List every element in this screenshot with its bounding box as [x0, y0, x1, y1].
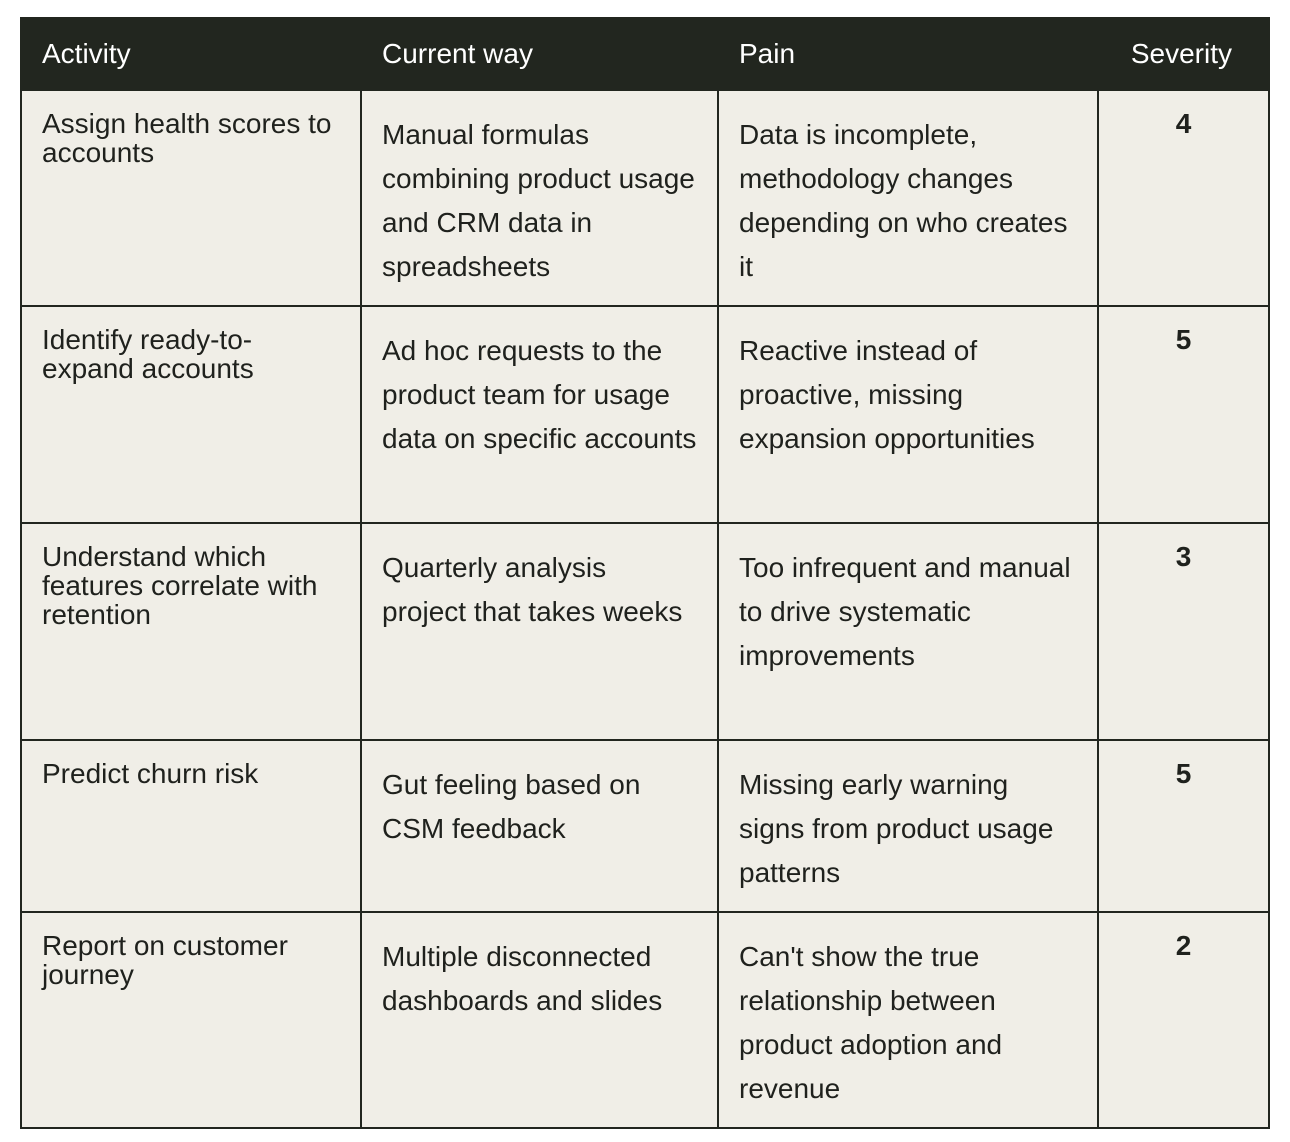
header-severity: Severity	[1098, 18, 1269, 90]
pain-text: Data is incomplete, methodology changes depending on who creates it	[739, 119, 1068, 282]
table-header	[21, 18, 1269, 90]
current-way-text: Multiple disconnected dashboards and slides	[382, 941, 663, 1016]
severity-cell	[1098, 90, 1269, 306]
header-row	[21, 18, 1269, 90]
pain-table-container	[20, 17, 1268, 1129]
pain-text: Too infrequent and manual to drive systematic improvements	[739, 552, 1071, 671]
activity-cell	[21, 740, 361, 912]
pain-cell	[718, 306, 1098, 523]
current-way-cell	[361, 90, 718, 306]
current-way-text: Ad hoc requests to the product team for usage data on specific accounts	[382, 335, 697, 454]
activity-cell	[21, 90, 361, 306]
table-row	[21, 306, 1269, 523]
severity-cell	[1098, 740, 1269, 912]
severity-cell	[1098, 912, 1269, 1128]
activity-text: Assign health scores to accounts	[42, 108, 332, 168]
activity-cell	[21, 306, 361, 523]
activity-text: Understand which features correlate with retention	[42, 541, 318, 630]
current-way-cell	[361, 740, 718, 912]
pain-cell	[718, 912, 1098, 1128]
current-way-cell	[361, 912, 718, 1128]
severity-value: 2	[1175, 930, 1192, 961]
current-way-text: Quarterly analysis project that takes weeks	[382, 552, 683, 627]
severity-value: 5	[1175, 324, 1192, 355]
header-current-way: Current way	[361, 18, 718, 90]
current-way-text: Manual formulas combining product usage and CRM data in spreadsheets	[382, 119, 695, 282]
severity-cell	[1098, 306, 1269, 523]
header-activity: Activity	[21, 18, 361, 90]
activity-text: Predict churn risk	[42, 758, 259, 789]
current-way-cell	[361, 306, 718, 523]
severity-value: 4	[1175, 108, 1192, 139]
activity-text: Identify ready-to-expand accounts	[42, 324, 254, 384]
table-body	[21, 90, 1269, 1128]
severity-cell	[1098, 523, 1269, 740]
activity-text: Report on customer journey	[42, 930, 288, 990]
table-row	[21, 523, 1269, 740]
activity-cell	[21, 523, 361, 740]
current-way-cell	[361, 523, 718, 740]
pain-text: Reactive instead of proactive, missing expansion opportunities	[739, 335, 1035, 454]
severity-value: 3	[1175, 541, 1192, 572]
table-row	[21, 90, 1269, 306]
activity-cell	[21, 912, 361, 1128]
pain-table	[20, 17, 1270, 1129]
severity-value: 5	[1175, 758, 1192, 789]
header-pain: Pain	[718, 18, 1098, 90]
pain-cell	[718, 90, 1098, 306]
pain-cell	[718, 523, 1098, 740]
current-way-text: Gut feeling based on CSM feedback	[382, 769, 641, 844]
pain-cell	[718, 740, 1098, 912]
pain-text: Can't show the true relationship between product adoption and revenue	[739, 941, 1003, 1104]
table-row	[21, 912, 1269, 1128]
table-row	[21, 740, 1269, 912]
pain-text: Missing early warning signs from product usage patterns	[739, 769, 1054, 888]
